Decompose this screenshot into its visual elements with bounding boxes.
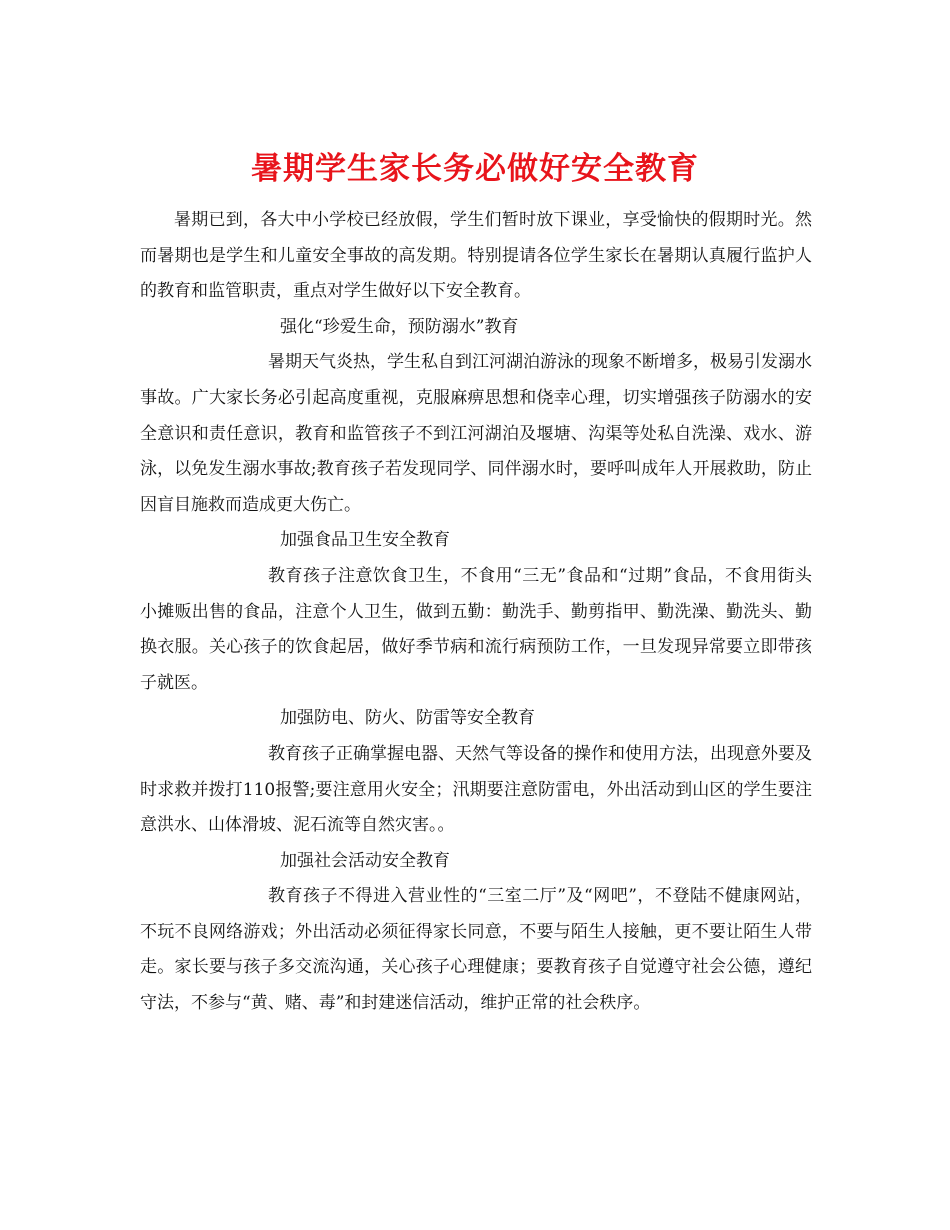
section-heading-food: 加强食品卫生安全教育	[280, 530, 450, 551]
document-title: 暑期学生家长务必做好安全教育	[251, 150, 699, 187]
intro-paragraph: 暑期已到，各大中小学校已经放假，学生们暂时放下课业，享受愉快的假期时光。然而暑期也是学生和儿童安全事故的高发期。特别提请各位学生家长在暑期认真履行监护人的教育和监管职责，重点对学生做好以下安全教育。	[140, 210, 812, 302]
section-heading-electric-fire: 加强防电、防火、防雷等安全教育	[280, 708, 535, 729]
section-body-drowning: 暑期天气炎热，学生私自到江河湖泊游泳的现象不断增多，极易引发溺水事故。广大家长务必引起高度重视，克服麻痹思想和侥幸心理，切实增强孩子防溺水的安全意识和责任意识，教育和监管孩子不到江河湖泊及堰塘、沟渠等处私自洗澡、戏水、游泳，以免发生溺水事故;教育孩子若发现同学、同伴溺水时，要呼叫成年人开展救助，防止因盲目施救而造成更大伤亡。	[140, 352, 812, 515]
section-heading-social: 加强社会活动安全教育	[280, 850, 450, 871]
section-body-food: 教育孩子注意饮食卫生，不食用“三无”食品和“过期”食品，不食用街头小摊贩出售的食品，注意个人卫生，做到五勤：勤洗手、勤剪指甲、勤洗澡、勤洗头、勤换衣服。关心孩子的饮食起居，做好季节病和流行病预防工作，一旦发现异常要立即带孩子就医。	[140, 565, 812, 693]
section-heading-drowning: 强化“珍爱生命，预防溺水”教育	[280, 316, 519, 337]
section-body-social: 教育孩子不得进入营业性的“三室二厅”及“网吧”，不登陆不健康网站，不玩不良网络游戏；外出活动必须征得家长同意，不要与陌生人接触，更不要让陌生人带走。家长要与孩子多交流沟通，关心孩子心理健康；要教育孩子自觉遵守社会公德，遵纪守法，不参与“黄、赌、毒”和封建迷信活动，维护正常的社会秩序。	[140, 886, 812, 1014]
document-body	[140, 203, 812, 1022]
section-body-electric-fire: 教育孩子正确掌握电器、天然气等设备的操作和使用方法，出现意外要及时求救并拨打110报警;要注意用火安全；汛期要注意防雷电，外出活动到山区的学生要注意洪水、山体滑坡、泥石流等自然灾害。。	[140, 743, 812, 836]
